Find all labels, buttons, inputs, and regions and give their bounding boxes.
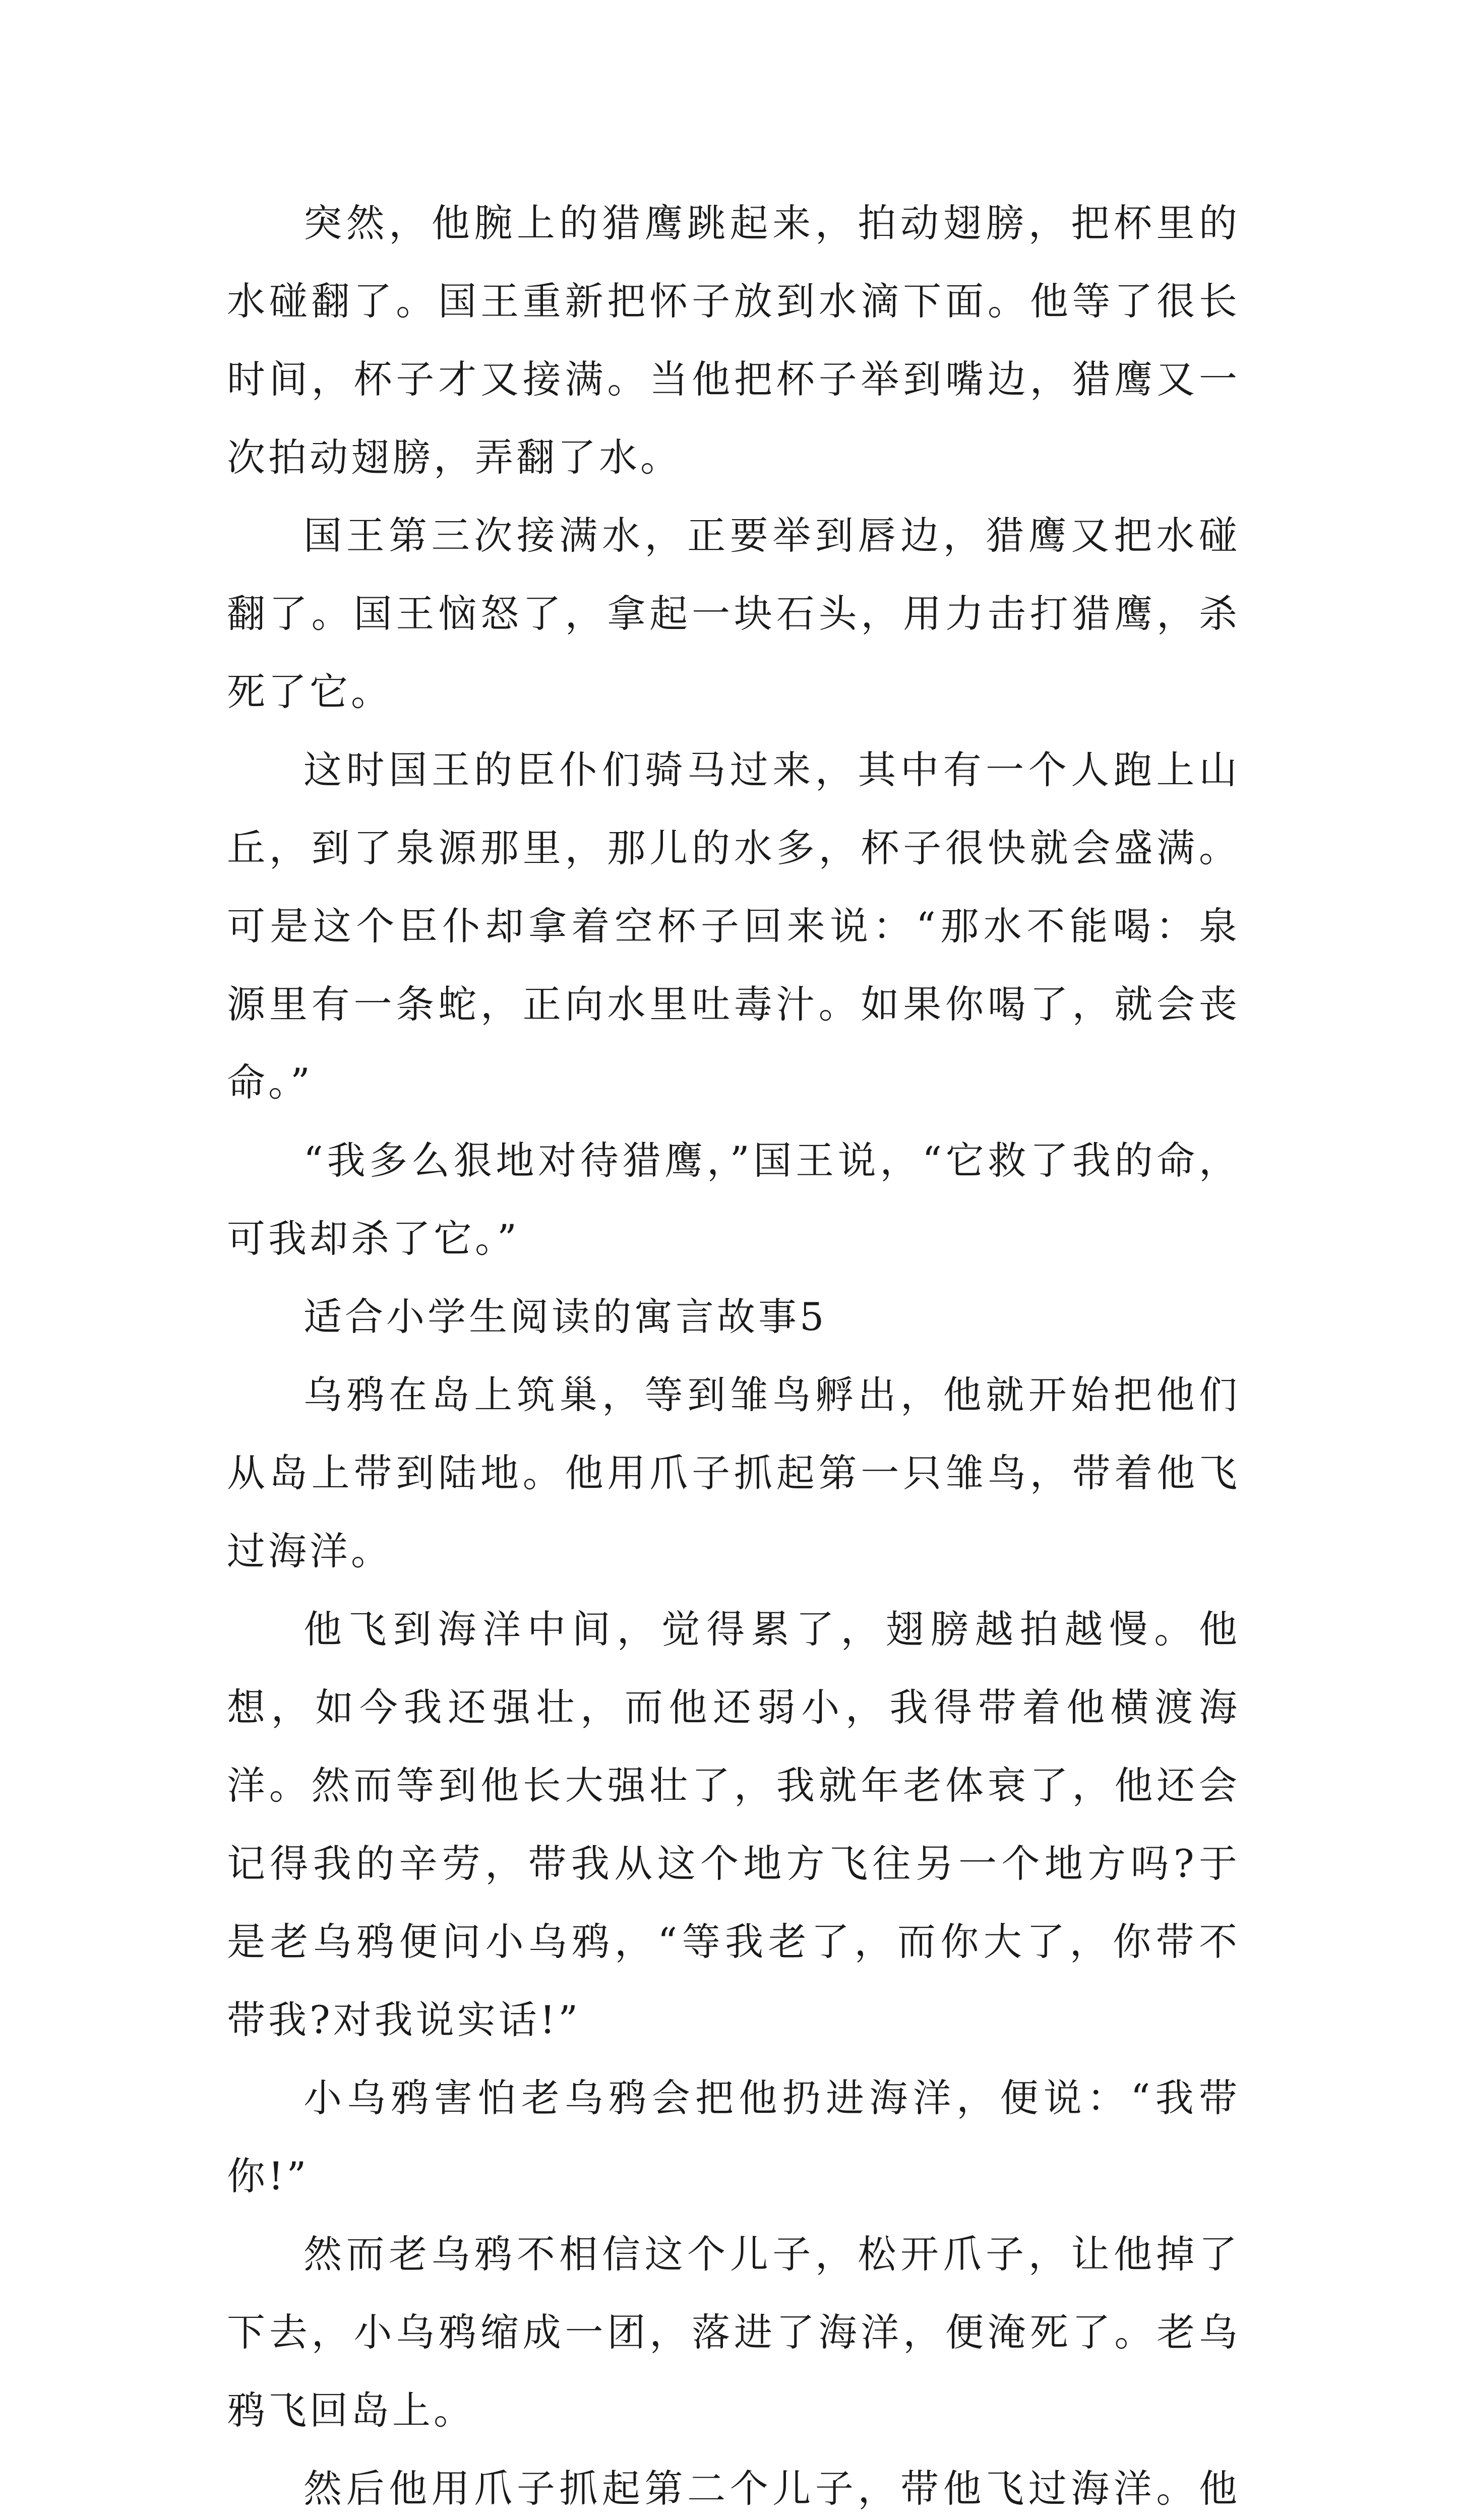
paragraph-crow-nests: 乌鸦在岛上筑巢，等到雏鸟孵出，他就开始把他们从岛上带到陆地。他用爪子抓起第一只雏鸟，带着他飞过海洋。	[227, 1372, 1240, 1573]
paragraph-king-kills-falcon: 国王第三次接满水，正要举到唇边，猎鹰又把水碰翻了。国王恼怒了，拿起一块石头，用力击打猎鹰，杀死了它。	[227, 513, 1240, 714]
paragraph-crow-drops-son: 然而老乌鸦不相信这个儿子，松开爪子，让他掉了下去，小乌鸦缩成一团，落进了海洋，便淹死了。老乌鸦飞回岛上。	[227, 2232, 1240, 2433]
paragraph-crow-asks: 他飞到海洋中间，觉得累了，翅膀越拍越慢。他想，如今我还强壮，而他还弱小，我得带着他横渡海洋。然而等到他长大强壮了，我就年老体衰了，他还会记得我的辛劳，带我从这个地方飞往另一个地方吗?于是老乌鸦便问小乌鸦，“等我老了，而你大了，你带不带我?对我说实话!”	[227, 1607, 1240, 2042]
paragraph-falcon-spills-water: 突然，他腕上的猎鹰跳起来，拍动翅膀，把杯里的水碰翻了。国王重新把怀子放到水滴下面。他等了很长时间，杯子才又接满。当他把杯子举到嘴边，猎鹰又一次拍动翅膀，弄翻了水。	[227, 201, 1240, 480]
paragraph-second-son: 然后他用爪子抓起第二个儿子，带他飞过海洋。他	[303, 2466, 1240, 2511]
paragraph-young-crow-answers: 小乌鸦害怕老乌鸦会把他扔进海洋，便说：“我带你!”	[227, 2075, 1240, 2198]
story-heading: 适合小学生阅读的寓言故事5	[303, 1294, 827, 1339]
paragraph-king-regrets: “我多么狠地对待猎鹰，”国王说，“它救了我的命，可我却杀了它。”	[227, 1138, 1240, 1261]
body-text	[227, 184, 1240, 2520]
paragraph-servant-finds-snake: 这时国王的臣仆们骑马过来，其中有一个人跑上山丘，到了泉源那里，那儿的水多，杯子很快就会盛满。可是这个臣仆却拿着空杯子回来说：“那水不能喝：泉源里有一条蛇，正向水里吐毒汁。如果你喝了，就会丧命。”	[227, 747, 1240, 1105]
